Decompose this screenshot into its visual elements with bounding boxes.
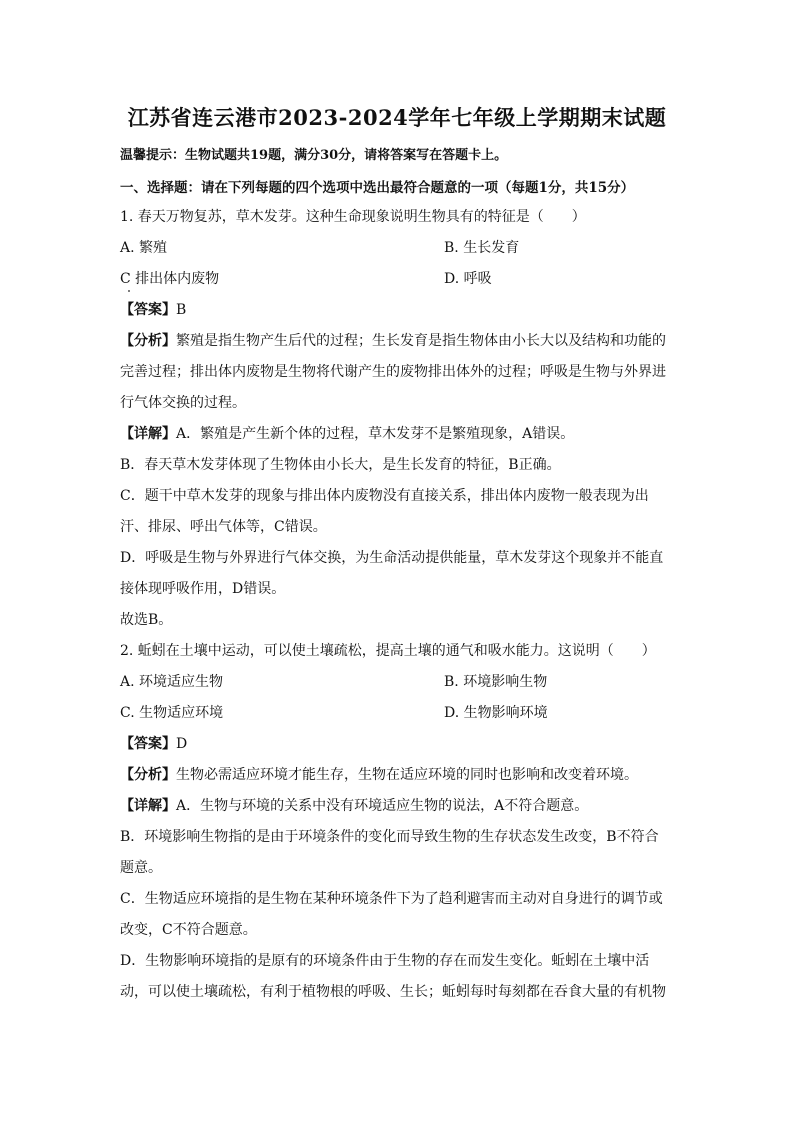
exam-notice: 温馨提示：生物试题共19题，满分30分，请将答案写在答题卡上。 [120, 148, 508, 163]
question-1-detail-line [120, 419, 668, 450]
detail-tag: 【详解】 [120, 426, 176, 442]
question-2-answer [120, 729, 668, 760]
question-1-detail-line: 汗、排尿、呼出气体等，C错误。 [120, 519, 327, 535]
analysis-text: 生物必需适应环境才能生存，生物在适应环境的同时也影响和改变着环境。 [176, 767, 638, 783]
question-1-conclusion: 故选B。 [120, 612, 173, 628]
question-2-option-b: B. 环境影响生物 [444, 674, 548, 690]
question-1-detail-line: B．春天草木发芽体现了生物体由小长大，是生长发育的特征，B正确。 [120, 457, 561, 473]
question-1-stem: 1. 春天万物复苏，草木发芽。这种生命现象说明生物具有的特征是（ ） [120, 209, 586, 225]
question-1-analysis-line: 行气体交换的过程。 [120, 395, 246, 411]
question-2-option-a: A. 环境适应生物 [120, 674, 224, 690]
question-2-detail-line: C．生物适应环境指的是生物在某种环境条件下为了趋利避害而主动对自身进行的调节或 [120, 891, 663, 907]
question-1-detail-line: C．题干中草木发芽的现象与排出体内废物没有直接关系，排出体内废物一般表现为出 [120, 488, 649, 504]
question-2-detail-line: D．生物影响环境指的是原有的环境条件由于生物的存在而发生变化。蚯蚓在土壤中活 [120, 953, 650, 969]
question-1-analysis-line: 完善过程；排出体内废物是生物将代谢产生的废物排出体外的过程；呼吸是生物与外界进 [120, 364, 666, 380]
question-1-answer [120, 295, 668, 326]
question-1-detail-line: D．呼吸是生物与外界进行气体交换，为生命活动提供能量，草木发芽这个现象并不能直 [120, 550, 664, 566]
question-2-option-c: C. 生物适应环境 [120, 705, 224, 721]
question-2-detail-line: B．环境影响生物指的是由于环境条件的变化而导致生物的生存状态发生改变，B不符合 [120, 829, 659, 845]
question-1-option-d: D. 呼吸 [444, 271, 492, 287]
answer-tag: 【答案】 [120, 736, 176, 752]
answer-value: B [176, 302, 187, 318]
section-heading: 一、选择题：请在下列每题的四个选项中选出最符合题意的一项（每题1分，共15分） [120, 180, 635, 196]
answer-value: D [176, 736, 188, 752]
question-2-analysis-line [120, 760, 668, 791]
question-2-detail-line [120, 791, 668, 822]
analysis-tag: 【分析】 [120, 767, 176, 783]
question-1-detail-line: 接体现呼吸作用，D错误。 [120, 581, 286, 597]
question-2-stem: 2. 蚯蚓在土壤中运动，可以使土壤疏松，提高土壤的通气和吸水能力。这说明（ ） [120, 643, 656, 659]
page-title: 江苏省连云港市2023-2024学年七年级上学期期末试题 [127, 105, 667, 130]
question-1-options-row-2 [120, 264, 668, 295]
question-2-options-row-2 [120, 698, 668, 729]
question-2-detail-line: 题意。 [120, 860, 162, 876]
question-1-analysis-line [120, 326, 668, 357]
question-1-option-a: A. 繁殖 [120, 240, 168, 256]
detail-text: A．生物与环境的关系中没有环境适应生物的说法，A不符合题意。 [176, 798, 589, 814]
question-1-options-row-1 [120, 233, 668, 264]
analysis-tag: 【分析】 [120, 333, 176, 349]
answer-tag: 【答案】 [120, 302, 176, 318]
detail-tag: 【详解】 [120, 798, 176, 814]
analysis-text: 繁殖是指生物产生后代的过程；生长发育是指生物体由小长大以及结构和功能的 [176, 333, 666, 349]
question-1-option-b: B. 生长发育 [444, 240, 520, 256]
question-2-detail-line: 动，可以使土壤疏松，有利于植物根的呼吸、生长；蚯蚓每时每刻都在吞食大量的有机物 [120, 984, 666, 1000]
question-2-option-d: D. 生物影响环境 [444, 705, 548, 721]
question-content [120, 202, 668, 1008]
detail-text: A．繁殖是产生新个体的过程，草木发芽不是繁殖现象，A错误。 [176, 426, 575, 442]
question-2-detail-line: 改变，C不符合题意。 [120, 922, 257, 938]
question-1-option-c: C 排出体内废物 [120, 271, 220, 287]
question-2-options-row-1 [120, 667, 668, 698]
